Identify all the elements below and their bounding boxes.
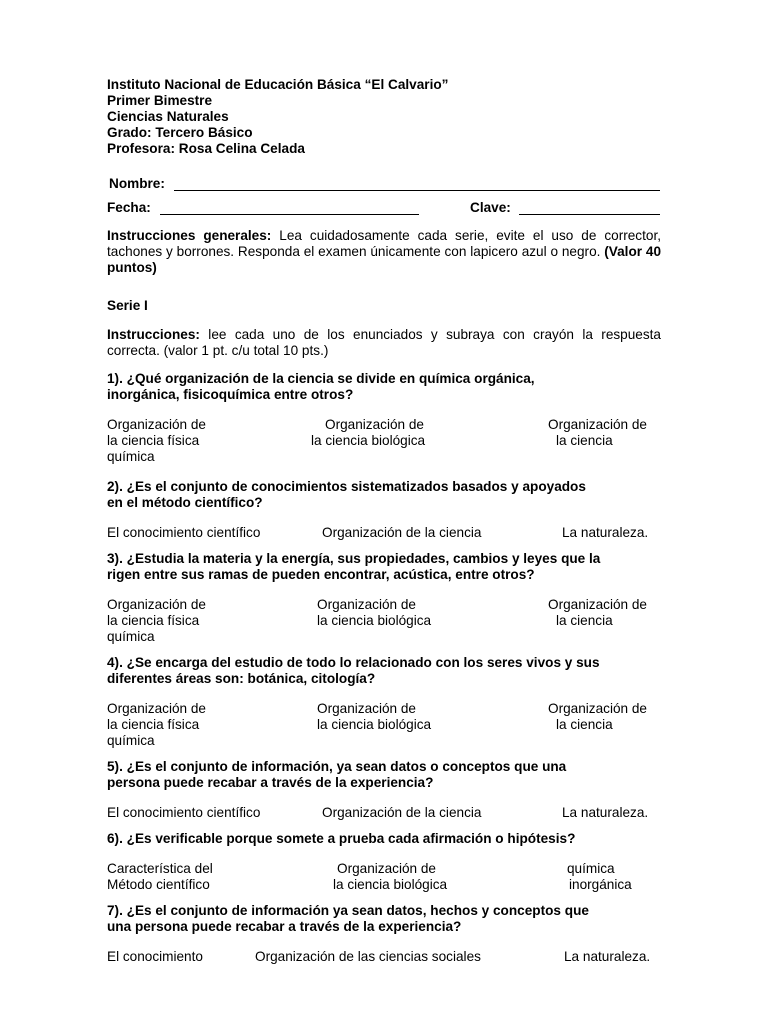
question-text: 1). ¿Qué organización de la ciencia se divide en química orgánica, — [107, 371, 535, 386]
question-6 — [107, 831, 661, 893]
question-text: inorgánica, fisicoquímica entre otros? — [107, 387, 354, 402]
option-line: la ciencia biológica — [317, 717, 432, 732]
option-line: Método científico — [107, 877, 210, 892]
exam-page — [107, 77, 661, 965]
option-line: la ciencia física — [107, 433, 200, 448]
general-text: Lea cuidadosamente cada serie, evite el uso de corrector, tachones y borrones. Responda el examen únicamente con lapicero azul o negro. — [107, 228, 661, 259]
serie-instructions — [107, 327, 661, 359]
options — [107, 597, 661, 645]
option-line: Característica del — [107, 861, 213, 876]
option-line: la ciencia física — [107, 613, 200, 628]
option-line: Organización de — [548, 597, 647, 612]
options — [107, 949, 661, 965]
teacher: Profesora: Rosa Celina Celada — [107, 141, 305, 156]
option-b[interactable]: Organización de la ciencia — [322, 805, 482, 820]
option-line: Organización de — [107, 701, 206, 716]
option-line: química — [567, 861, 615, 876]
question-3 — [107, 551, 661, 645]
general-valor: (Valor 40 puntos) — [107, 244, 662, 275]
option-c[interactable]: La naturaleza. — [562, 525, 649, 540]
option-line: la ciencia — [556, 433, 613, 448]
option-b[interactable] — [333, 861, 447, 893]
option-b[interactable] — [317, 597, 431, 629]
question-text: 2). ¿Es el conjunto de conocimientos sistematizados basados y apoyados — [107, 479, 586, 494]
option-line: Organización de — [107, 597, 206, 612]
options — [107, 417, 661, 465]
question-text: 4). ¿Se encarga del estudio de todo lo relacionado con los seres vivos y sus — [107, 655, 600, 670]
question-5 — [107, 759, 661, 821]
question-text: rigen entre sus ramas de pueden encontrar, acústica, entre otros? — [107, 567, 535, 582]
option-line: la ciencia — [556, 717, 613, 732]
option-b[interactable] — [317, 701, 431, 733]
option-a[interactable]: El conocimiento — [107, 949, 203, 964]
option-line: inorgánica — [569, 877, 632, 892]
school-name: Instituto Nacional de Educación Básica “El Calvario” — [107, 77, 449, 92]
question-1 — [107, 371, 661, 465]
option-b[interactable] — [311, 417, 425, 449]
question-text: 3). ¿Estudia la materia y la energía, sus propiedades, cambios y leyes que la — [107, 551, 601, 566]
nombre-row — [107, 176, 661, 194]
clave-line[interactable] — [519, 200, 660, 215]
clave-label: Clave: — [470, 200, 511, 215]
question-text: en el método científico? — [107, 495, 263, 510]
option-c[interactable] — [548, 597, 647, 629]
option-c[interactable] — [567, 861, 632, 893]
question-text: persona puede recabar a través de la experiencia? — [107, 775, 434, 790]
question-text: 5). ¿Es el conjunto de información, ya sean datos o conceptos que una — [107, 759, 567, 774]
option-a[interactable] — [107, 597, 206, 645]
option-a[interactable] — [107, 417, 206, 465]
option-c[interactable] — [548, 701, 647, 733]
option-line: química — [107, 449, 155, 464]
grade: Grado: Tercero Básico — [107, 125, 253, 140]
subject: Ciencias Naturales — [107, 109, 229, 124]
option-c[interactable]: La naturaleza. — [564, 949, 651, 964]
option-line: la ciencia física — [107, 717, 200, 732]
general-label: Instrucciones generales: — [107, 228, 272, 243]
header — [107, 77, 661, 157]
option-b[interactable]: Organización de la ciencia — [322, 525, 482, 540]
option-line: Organización de — [107, 417, 206, 432]
option-line: la ciencia — [556, 613, 613, 628]
option-b[interactable]: Organización de las ciencias sociales — [255, 949, 481, 964]
fecha-line[interactable] — [160, 200, 419, 215]
fecha-row — [107, 200, 661, 218]
option-line: Organización de — [548, 417, 647, 432]
option-line: Organización de — [317, 701, 416, 716]
option-line: Organización de — [325, 417, 424, 432]
option-line: química — [107, 733, 155, 748]
question-text: diferentes áreas son: botánica, citología? — [107, 671, 376, 686]
options — [107, 701, 661, 749]
options — [107, 805, 661, 821]
option-line: Organización de — [317, 597, 416, 612]
question-2 — [107, 479, 661, 541]
term: Primer Bimestre — [107, 93, 213, 108]
option-line: Organización de — [548, 701, 647, 716]
option-a[interactable]: El conocimiento científico — [107, 525, 261, 540]
options — [107, 525, 661, 541]
option-c[interactable] — [548, 417, 647, 449]
option-line: Organización de — [337, 861, 436, 876]
option-a[interactable] — [107, 861, 213, 893]
question-text: una persona puede recabar a través de la experiencia? — [107, 919, 462, 934]
general-instructions — [107, 228, 661, 276]
serie-title: Serie I — [107, 298, 148, 313]
option-line: la ciencia biológica — [311, 433, 426, 448]
option-a[interactable]: El conocimiento científico — [107, 805, 261, 820]
option-c[interactable]: La naturaleza. — [562, 805, 649, 820]
question-text: 7). ¿Es el conjunto de información ya sean datos, hechos y conceptos que — [107, 903, 589, 918]
option-line: química — [107, 629, 155, 644]
question-7 — [107, 903, 661, 965]
nombre-label: Nombre: — [109, 176, 165, 191]
option-a[interactable] — [107, 701, 206, 749]
option-line: la ciencia biológica — [317, 613, 432, 628]
nombre-line[interactable] — [174, 176, 660, 191]
serie-instr-label: Instrucciones: — [107, 327, 200, 342]
fecha-label: Fecha: — [107, 200, 151, 215]
options — [107, 861, 661, 893]
question-4 — [107, 655, 661, 749]
question-text: 6). ¿Es verificable porque somete a prueba cada afirmación o hipótesis? — [107, 831, 576, 846]
serie-instr-text: lee cada uno de los enunciados y subraya con crayón la respuesta correcta. (valor 1 pt. c/u total 10 pts.) — [107, 327, 661, 358]
option-line: la ciencia biológica — [333, 877, 448, 892]
